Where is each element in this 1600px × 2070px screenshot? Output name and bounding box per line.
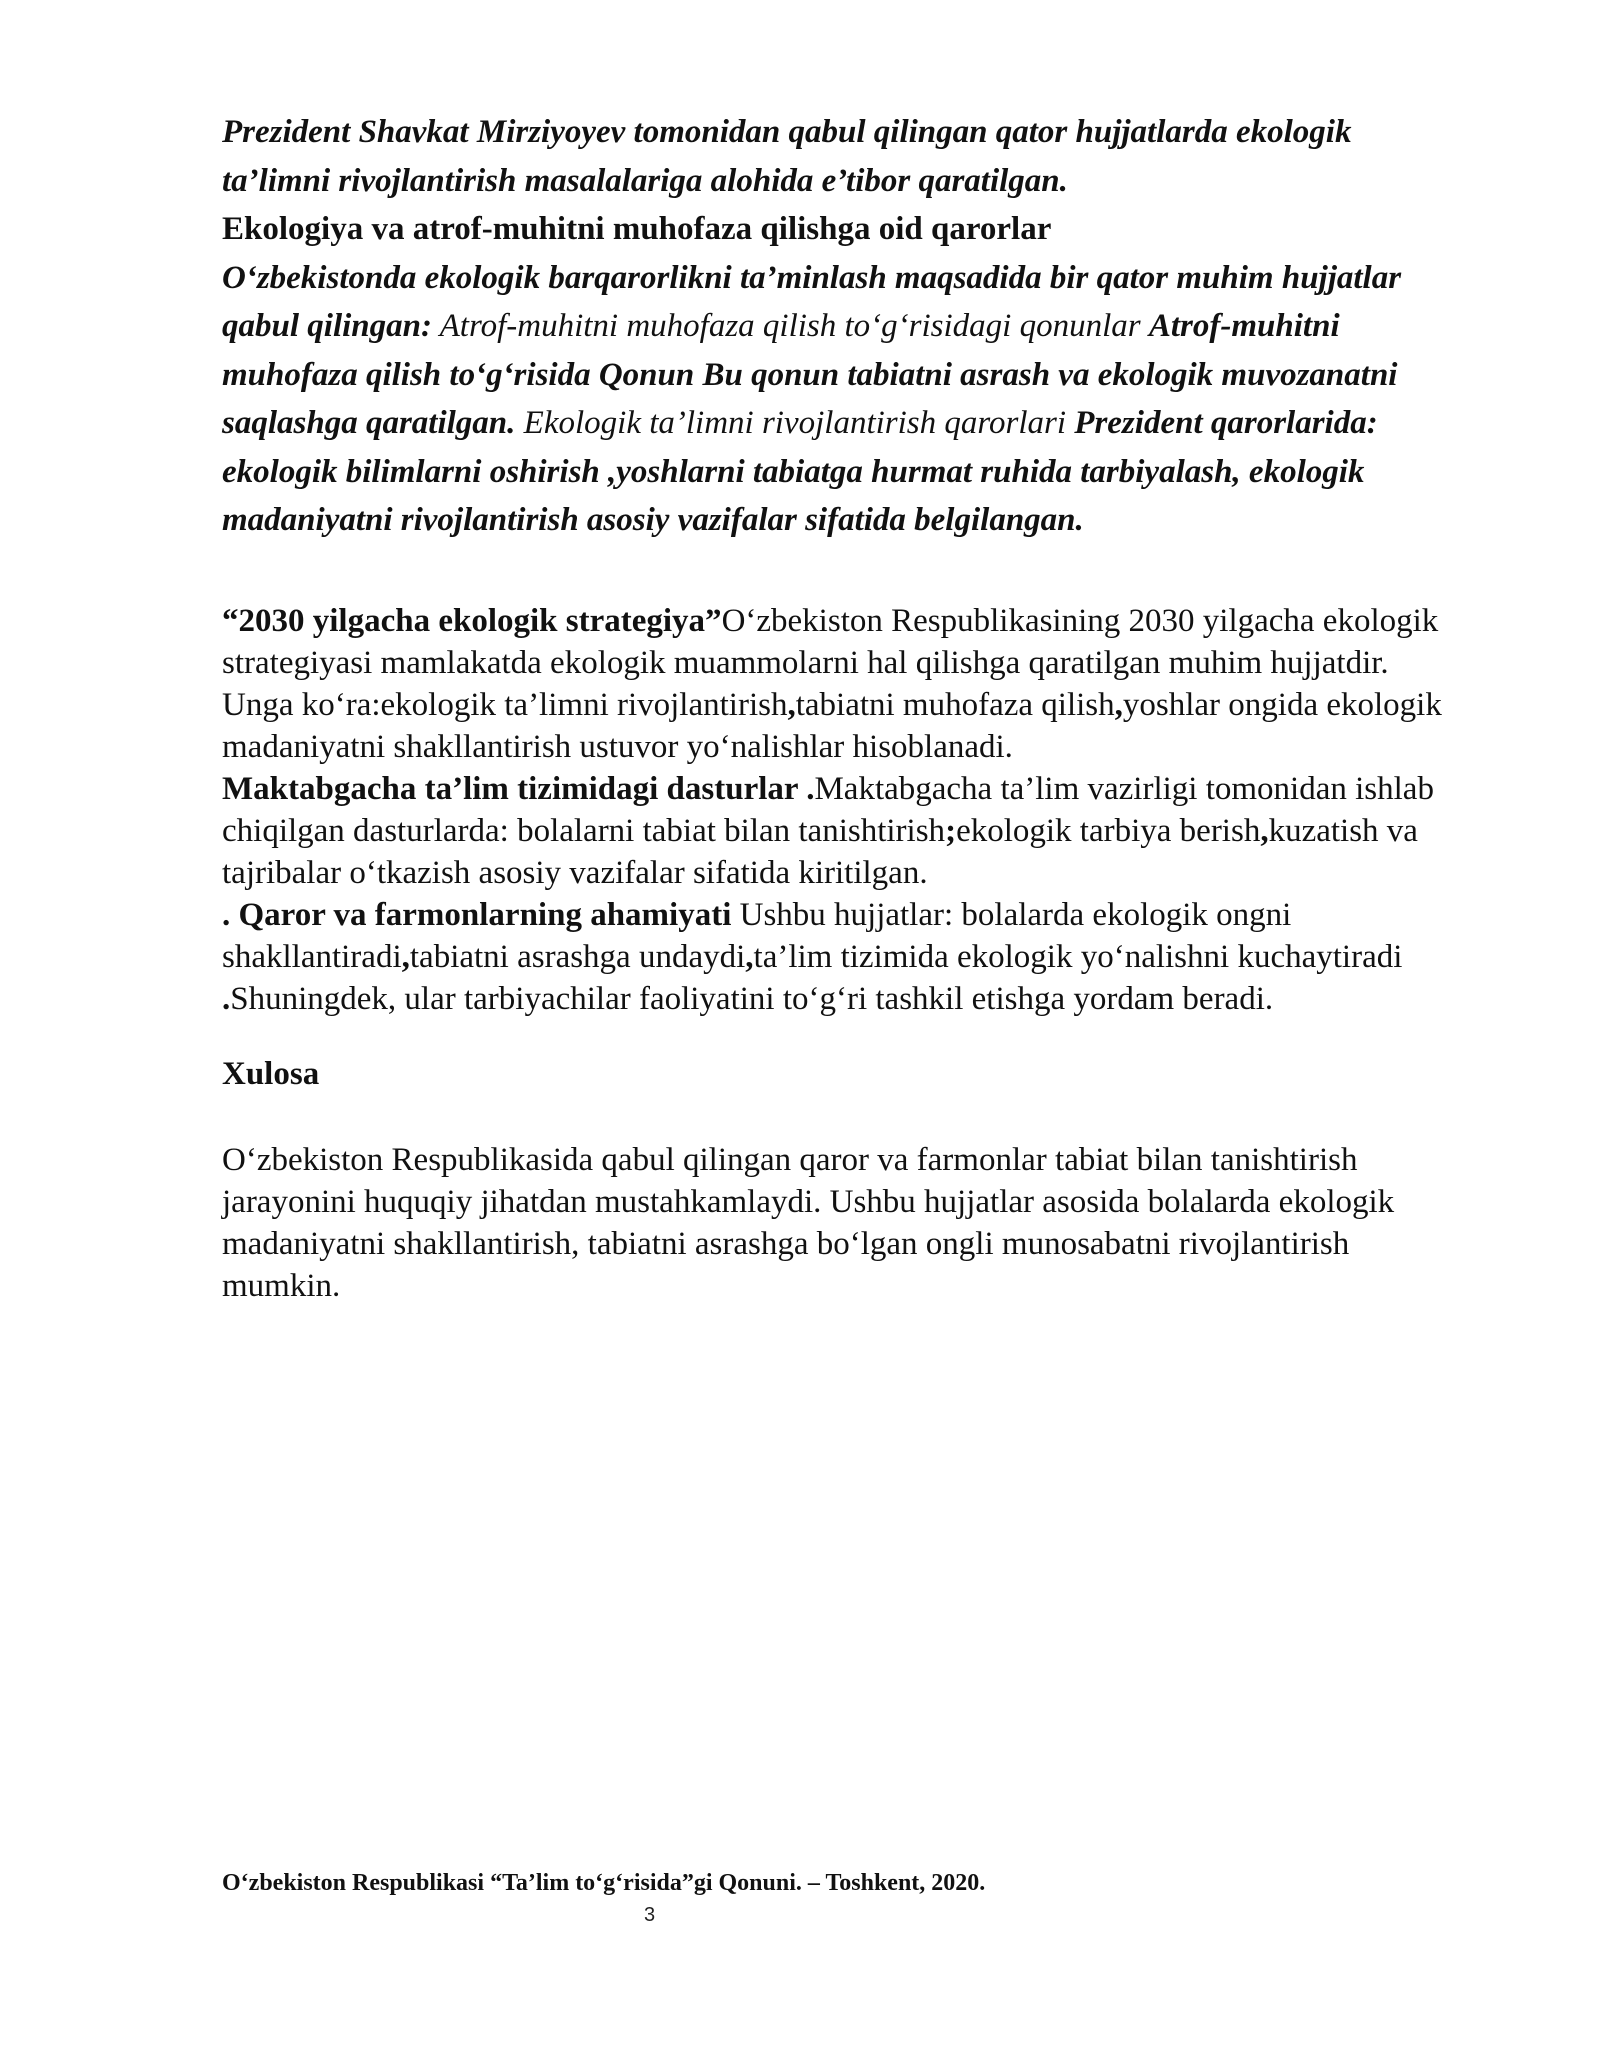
importance-title: . Qaror va farmonlarning ahamiyati (222, 896, 732, 933)
intro-decisions-text: Prezident qarorlarida: ekologik bilimlarni oshirish ,yoshlarni tabiatga hurmat ruhida tarbiyalash, ekologik madaniyatni rivojlantirish asosiy vazifalar sifatida belgilangan. (222, 405, 1378, 538)
importance-comma-2: , (745, 938, 754, 975)
strategy-paragraph (222, 600, 1462, 768)
importance-comma-1: , (401, 938, 410, 975)
intro-law-text: Atrof-muhitni muhofaza qilish to‘g‘risida Qonun Bu qonun tabiatni asrash va ekologik muvozanatni saqlashga qaratilgan. (222, 308, 1398, 441)
intro-paragraph (222, 108, 1462, 545)
importance-paragraph (222, 894, 1462, 1020)
footer-reference: O‘zbekiston Respublikasi “Ta’lim to‘g‘risida”gi Qonuni. – Toshkent, 2020. (222, 1870, 986, 1896)
preschool-paragraph (222, 768, 1462, 894)
strategy-title: “2030 yilgacha ekologik strategiya” (222, 602, 722, 639)
document-page (222, 108, 1462, 1307)
preschool-semicolon: ; (945, 812, 957, 849)
preschool-text-3: kuzatish va tajribalar o‘tkazish asosiy vazifalar sifatida kiritilgan. (222, 812, 1418, 891)
page-number: 3 (644, 1904, 656, 1926)
preschool-text-2: ekologik tarbiya berish (956, 812, 1261, 849)
intro-lead-text: Prezident Shavkat Mirziyoyev tomonidan qabul qilingan qator hujjatlarda ekologik ta’limni rivojlantirish masalalariga alohida e’tibor qaratilgan. (222, 114, 1352, 199)
intro-subheading-laws: Atrof-muhitni muhofaza qilish to‘g‘risidagi qonunlar (431, 308, 1149, 344)
preschool-text-1: Maktabgacha ta’lim vazirligi tomonidan ishlab chiqilgan dasturlarda: bolalarni tabiat bilan tanishtirish (222, 770, 1434, 849)
importance-text-1: Ushbu hujjatlar: bolalarda ekologik ongni shakllantiradi (222, 896, 1292, 975)
section-heading-ecology: Ekologiya va atrof-muhitni muhofaza qilishga oid qarorlar (222, 211, 1052, 247)
importance-text-2: tabiatni asrashga undaydi (409, 938, 746, 975)
preschool-comma: , (1260, 812, 1269, 849)
strategy-text-2: tabiatni muhofaza qilish (795, 686, 1115, 723)
preschool-title: Maktabgacha ta’lim tizimidagi dasturlar . (222, 770, 815, 807)
importance-text-4: Shuningdek, ular tarbiyachilar faoliyatini to‘g‘ri tashkil etishga yordam beradi. (230, 980, 1274, 1017)
strategy-text-1: O‘zbekiston Respublikasining 2030 yilgacha ekologik strategiyasi mamlakatda ekologik muammolarni hal qilishga qaratilgan muhim hujjatdir. Unga ko‘ra:ekologik ta’limni rivojlantirish (222, 602, 1439, 723)
importance-dot: . (222, 980, 231, 1017)
conclusion-heading: Xulosa (222, 1055, 320, 1092)
strategy-comma-2: , (1114, 686, 1123, 723)
intro-subheading-decisions: Ekologik ta’limni rivojlantirish qarorlari (515, 405, 1075, 441)
strategy-text-3: yoshlar ongida ekologik madaniyatni shakllantirish ustuvor yo‘nalishlar hisoblanadi. (222, 686, 1442, 765)
strategy-comma-1: , (787, 686, 796, 723)
conclusion-paragraph: O‘zbekiston Respublikasida qabul qilingan qaror va farmonlar tabiat bilan tanishtirish jarayonini huquqiy jihatdan mustahkamlaydi. Ushbu hujjatlar asosida bolalarda ekologik madaniyatni shakllantirish, tabiatni asrashga bo‘lgan ongli munosabatni rivojlantirish mumkin. (222, 1141, 1395, 1304)
intro-sentence: O‘zbekistonda ekologik barqarorlikni ta’minlash maqsadida bir qator muhim hujjatlar qabul qilingan: (222, 259, 1402, 344)
importance-text-3: ta’lim tizimida ekologik yo‘nalishni kuchaytiradi (753, 938, 1403, 975)
